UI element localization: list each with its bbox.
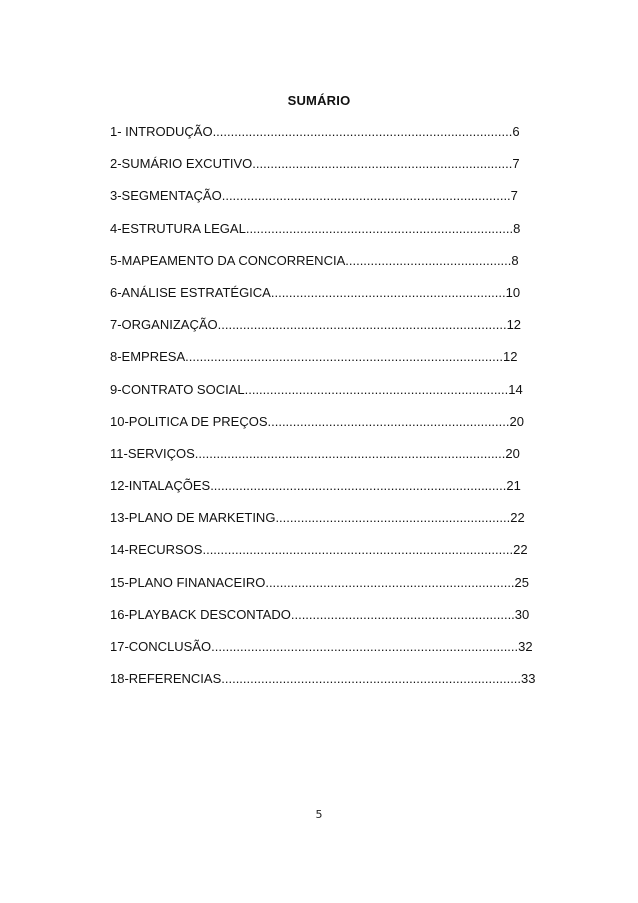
toc-entry-label: 10-POLITICA DE PREÇOS: [110, 413, 268, 429]
toc-leader-dots: ..........................................................................: [245, 220, 514, 236]
toc-entry-label: 12-INTALAÇÕES: [110, 478, 211, 494]
toc-page-number: 21: [506, 478, 521, 494]
toc-page-number: 12: [502, 349, 518, 365]
toc-page-number: 10: [505, 284, 521, 300]
toc-entry-label: 17-CONCLUSÃO: [110, 639, 212, 654]
toc-leader-dots: .................................................................: [275, 510, 511, 526]
toc-entry-label: 14-RECURSOS: [110, 542, 203, 558]
page-title: SUMÁRIO: [287, 93, 351, 108]
toc-leader-dots: ................................................................................: [217, 317, 507, 333]
toc-leader-dots: ...................................................................: [267, 413, 510, 429]
toc-entry-label: 9-CONTRATO SOCIAL: [110, 381, 245, 397]
toc-entry-label: 16-PLAYBACK DESCONTADO: [110, 606, 291, 622]
toc-leader-dots: .........................................................................: [244, 381, 509, 397]
toc-entry-label: 15-PLANO FINANACEIRO: [110, 574, 266, 590]
toc-entry-label: 13-PLANO DE MARKETING: [110, 510, 276, 526]
toc-leader-dots: .....................................................................: [265, 574, 515, 590]
toc-page-number: 20: [509, 413, 524, 429]
toc-entry-label: 1- INTRODUÇÃO: [110, 124, 213, 139]
toc-entry-label: 11-SERVIÇOS: [110, 445, 195, 461]
toc-leader-dots: ................................................................................: [221, 188, 511, 204]
toc-page-number: 7: [512, 156, 520, 172]
toc-leader-dots: ..............................................................: [290, 606, 515, 622]
toc-page-number: 6: [512, 124, 520, 139]
toc-leader-dots: ..............................................: [345, 252, 512, 268]
toc-leader-dots: ......................................................................................: [202, 542, 514, 558]
footer-page-number: 5: [315, 808, 323, 821]
toc-entry-label: 5-MAPEAMENTO DA CONCORRENCIA: [110, 252, 346, 268]
toc-leader-dots: .................................................................: [270, 284, 506, 300]
toc-leader-dots: ...................................................................................: [212, 124, 513, 139]
toc-entry-label: 6-ANÁLISE ESTRATÉGICA: [110, 284, 271, 300]
toc-page-number: 22: [510, 510, 525, 526]
toc-entry-label: 4-ESTRUTURA LEGAL: [110, 220, 246, 236]
toc-entry-label: 7-ORGANIZAÇÃO: [110, 317, 218, 333]
toc-entry-label: 8-EMPRESA: [110, 349, 186, 365]
toc-leader-dots: ......................................................................................: [194, 445, 506, 461]
toc-page-number: 12: [506, 317, 522, 333]
toc-page-number: 30: [514, 606, 530, 622]
toc-page-number: 20: [505, 445, 520, 461]
toc-leader-dots: ...................................................................................: [221, 671, 522, 687]
toc-page-number: 14: [508, 381, 523, 397]
toc-page-number: 8: [511, 252, 519, 268]
toc-page-number: 8: [513, 220, 521, 236]
toc-leader-dots: ........................................................................................: [185, 349, 503, 365]
toc-page-number: 32: [518, 639, 533, 654]
toc-entry-label: 2-SUMÁRIO EXCUTIVO: [110, 156, 253, 172]
toc-page-number: 22: [513, 542, 528, 558]
toc-entry-label: 3-SEGMENTAÇÃO: [110, 188, 222, 204]
toc-leader-dots: .....................................................................................: [211, 639, 519, 654]
toc-leader-dots: ........................................................................: [252, 156, 513, 172]
toc-page-number: 7: [510, 188, 518, 204]
toc-page-number: 25: [514, 574, 530, 590]
toc-page-number: 33: [521, 671, 536, 687]
toc-leader-dots: ..................................................................................: [210, 478, 507, 494]
toc-entry-label: 18-REFERENCIAS: [110, 671, 222, 687]
